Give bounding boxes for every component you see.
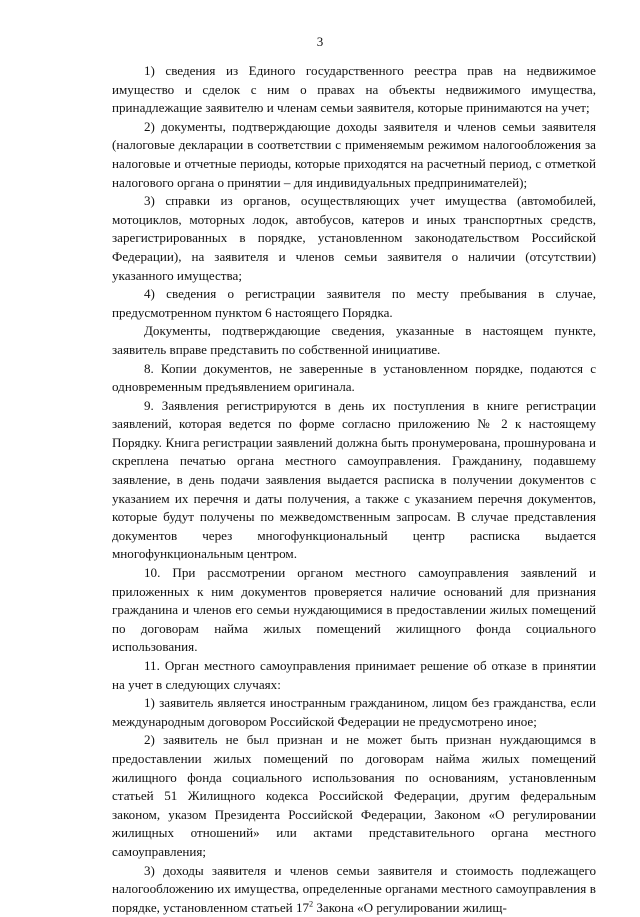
paragraph-own-initiative: Документы, подтверждающие сведения, указанные в настоящем пункте, заявитель вправе представить по собственной инициативе. <box>112 323 596 357</box>
paragraph-refusal-item-3 <box>112 862 596 917</box>
paragraph-clause-11: 11. Орган местного самоуправления принимает решение об отказе в принятии на учет в следующих случаях: <box>112 658 596 692</box>
article-superscript: 2 <box>309 899 314 909</box>
paragraph-doc-item-1: 1) сведения из Единого государственного реестра прав на недвижимое имущество и сделок с ним о правах на объекты недвижимого имущества, принадлежащие заявителю и членам семьи заявителя, которые принимаются на учет; <box>112 63 596 116</box>
paragraph-refusal-item-1: 1) заявитель является иностранным гражданином, лицом без гражданства, если международным договором Российской Федерации не предусмотрено иное; <box>112 695 596 729</box>
paragraph-clause-10: 10. При рассмотрении органом местного самоуправления заявлений и приложенных к ним документов проверяется наличие оснований для признания гражданина и членов его семьи нуждающимися в предоставлении жилых помещений по договорам найма жилых помещений жилищного фонда социального использования. <box>112 565 596 655</box>
paragraph-refusal-item-3-start: 3) доходы заявителя и членов семьи заявителя и стоимость подлежащего налогообложению их имущества, определенные органами местного самоуправления в порядке, установленном статьей 17 <box>112 862 596 915</box>
paragraph-clause-9: 9. Заявления регистрируются в день их поступления в книге регистрации заявлений, которая ведется по форме согласно приложению № 2 к настоящему Порядку. Книга регистрации заявлений должна быть пронумерована, прошнурована и скреплена печатью органа местного самоуправления. Гражданину, подавшему заявление, в день подачи заявления выдается расписка в получении документов с указанием их перечня и даты получения, а также с указанием перечня документов, которые будут получены по межведомственным запросам. В случае представления документов через многофункциональный центр расписка выдается многофункциональным центром. <box>112 397 596 562</box>
paragraph-doc-item-4: 4) сведения о регистрации заявителя по месту пребывания в случае, предусмотренном пунктом 6 настоящего Порядка. <box>112 286 596 320</box>
paragraph-clause-8: 8. Копии документов, не заверенные в установленном порядке, подаются с одновременным предъявлением оригинала. <box>112 360 596 395</box>
page-number: 3 <box>316 34 324 49</box>
paragraph-doc-item-3: 3) справки из органов, осуществляющих учет имущества (автомобилей, мотоциклов, моторных лодок, автобусов, катеров и иных транспортных средств, зарегистрированных в порядке, установленном законодательством Российской Федерации), на заявителя и членов семьи заявителя о наличии (отсутствии) указанного имущества; <box>112 193 596 283</box>
paragraph-refusal-item-3-end: Закона «О регулировании жилищ- <box>313 899 507 915</box>
paragraph-doc-item-2: 2) документы, подтверждающие доходы заявителя и членов семьи заявителя (налоговые декларации в соответствии с применяемым режимом налогообложения за налоговые и отчетные периоды, которые приходятся на расчетный период, с отметкой налогового органа о принятии – для индивидуальных предпринимателей); <box>112 118 596 190</box>
paragraph-refusal-item-2: 2) заявитель не был признан и не может быть признан нуждающимся в предоставлении жилых помещений по договорам найма жилых помещений жилищного фонда социального использования по основаниям, установленным статьей 51 Жилищного кодекса Российской Федерации, другим федеральным законом, указом Президента Российской Федерации, Законом «О регулировании жилищных отношений» или актами представительного органа местного самоуправления; <box>112 732 596 859</box>
document-body <box>112 62 596 917</box>
